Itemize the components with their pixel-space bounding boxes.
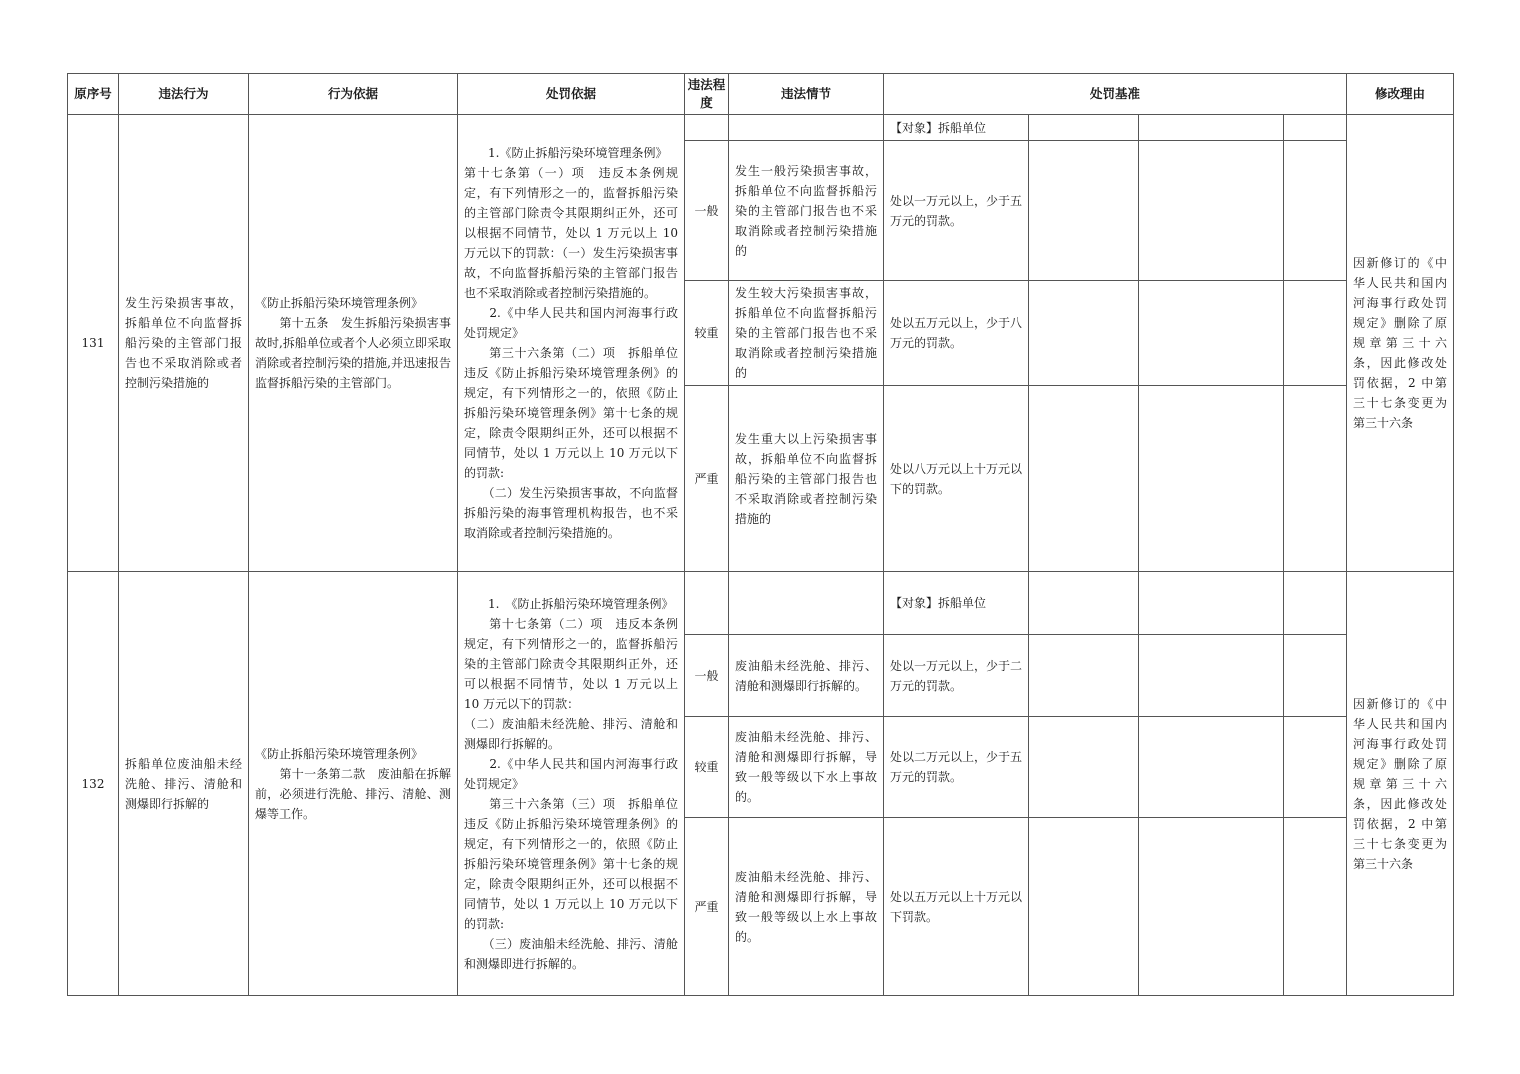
degree-cell: 一般 bbox=[685, 635, 729, 717]
degree-cell: 较重 bbox=[685, 717, 729, 818]
standard-cell: 处以五万元以上，少于八万元的罚款。 bbox=[884, 281, 1029, 386]
penalty-basis-cell: 1.《防止拆船污染环境管理条例》 第十七条第（一）项 违反本条例规定，有下列情形之一的，监督拆船污染的主管部门除责令其限期纠正外，还可以根据不同情节，处以 1 万元以上 10 万元以下的罚款：（一）发生污染损害事故，不向监督拆船污染的主管部门报告也不采取消除或者控制污染措施的。 2.《中华人民共和国内河海事行政处罚规定》 第三十六条第（二）项 拆船单位违反《防止拆船污染环境管理条例》的规定，有下列情形之一的，依照《防止拆船污染环境管理条例》第十七条的规定，除责令限期纠正外，还可以根据不同情节，处以 1 万元以上 10 万元以下的罚款: （二）发生污染损害事故，不向监督拆船污染的海事管理机构报告，也不采取消除或者控制污染措施的。 bbox=[458, 115, 685, 572]
header-seq: 原序号 bbox=[68, 74, 119, 115]
standard-cell: 处以五万元以上十万元以下罚款。 bbox=[884, 818, 1029, 996]
circumstance-cell: 发生较大污染损害事故，拆船单位不向监督拆船污染的主管部门报告也不采取消除或者控制污染措施的 bbox=[729, 281, 884, 386]
penalty-standard-table bbox=[67, 73, 1454, 996]
table-row bbox=[68, 572, 1454, 635]
degree-cell: 较重 bbox=[685, 281, 729, 386]
circumstance-cell: 发生重大以上污染损害事故，拆船单位不向监督拆船污染的主管部门报告也不采取消除或者控制污染措施的 bbox=[729, 386, 884, 572]
header-circumstance: 违法情节 bbox=[729, 74, 884, 115]
basis-cell: 《防止拆船污染环境管理条例》 第十五条 发生拆船污染损害事故时,拆船单位或者个人必须立即采取消除或者控制污染的措施,并迅速报告监督拆船污染的主管部门。 bbox=[249, 115, 458, 572]
header-act: 违法行为 bbox=[119, 74, 249, 115]
header-reason: 修改理由 bbox=[1347, 74, 1454, 115]
act-cell: 发生污染损害事故，拆船单位不向监督拆船污染的主管部门报告也不采取消除或者控制污染措施的 bbox=[119, 115, 249, 572]
circumstance-cell: 废油船未经洗舱、排污、清舱和测爆即行拆解，导致一般等级以下水上事故的。 bbox=[729, 717, 884, 818]
reason-cell: 因新修订的《中华人民共和国内河海事行政处罚规定》删除了原规章第三十六条，因此修改处罚依据，2 中第三十七条变更为第三十六条 bbox=[1347, 115, 1454, 572]
seq-cell: 132 bbox=[68, 572, 119, 996]
reason-cell: 因新修订的《中华人民共和国内河海事行政处罚规定》删除了原规章第三十六条，因此修改处罚依据，2 中第三十七条变更为第三十六条 bbox=[1347, 572, 1454, 996]
degree-cell: 严重 bbox=[685, 818, 729, 996]
standard-cell: 处以一万元以上，少于五万元的罚款。 bbox=[884, 141, 1029, 281]
header-degree: 违法程度 bbox=[685, 74, 729, 115]
seq-cell: 131 bbox=[68, 115, 119, 572]
object-cell: 【对象】拆船单位 bbox=[884, 115, 1029, 141]
standard-cell: 处以二万元以上，少于五万元的罚款。 bbox=[884, 717, 1029, 818]
header-basis: 行为依据 bbox=[249, 74, 458, 115]
circumstance-cell: 废油船未经洗舱、排污、清舱和测爆即行拆解，导致一般等级以上水上事故的。 bbox=[729, 818, 884, 996]
standard-cell: 处以一万元以上，少于二万元的罚款。 bbox=[884, 635, 1029, 717]
header-penalty-basis: 处罚依据 bbox=[458, 74, 685, 115]
degree-cell: 严重 bbox=[685, 386, 729, 572]
circumstance-cell: 废油船未经洗舱、排污、清舱和测爆即行拆解的。 bbox=[729, 635, 884, 717]
header-row bbox=[68, 74, 1454, 115]
basis-cell: 《防止拆船污染环境管理条例》 第十一条第二款 废油船在拆解前，必须进行洗舱、排污、清舱、测爆等工作。 bbox=[249, 572, 458, 996]
penalty-basis-cell: 1. 《防止拆船污染环境管理条例》 第十七条第（二）项 违反本条例规定，有下列情形之一的，监督拆船污染的主管部门除责令其限期纠正外，还可以根据不同情节，处以 1 万元以上 10 万元以下的罚款： （二）废油船未经洗舱、排污、清舱和测爆即行拆解的。 2.《中华人民共和国内河海事行政处罚规定》 第三十六条第（三）项 拆船单位违反《防止拆船污染环境管理条例》的规定，有下列情形之一的，依照《防止拆船污染环境管理条例》第十七条的规定，除责令限期纠正外，还可以根据不同情节，处以 1 万元以上 10 万元以下的罚款: （三）废油船未经洗舱、排污、清舱和测爆即进行拆解的。 bbox=[458, 572, 685, 996]
header-standard: 处罚基准 bbox=[884, 74, 1347, 115]
act-cell: 拆船单位废油船未经洗舱、排污、清舱和测爆即行拆解的 bbox=[119, 572, 249, 996]
standard-cell: 处以八万元以上十万元以下的罚款。 bbox=[884, 386, 1029, 572]
table-row bbox=[68, 115, 1454, 141]
circumstance-cell: 发生一般污染损害事故，拆船单位不向监督拆船污染的主管部门报告也不采取消除或者控制污染措施的 bbox=[729, 141, 884, 281]
object-cell: 【对象】拆船单位 bbox=[884, 572, 1029, 635]
degree-cell: 一般 bbox=[685, 141, 729, 281]
